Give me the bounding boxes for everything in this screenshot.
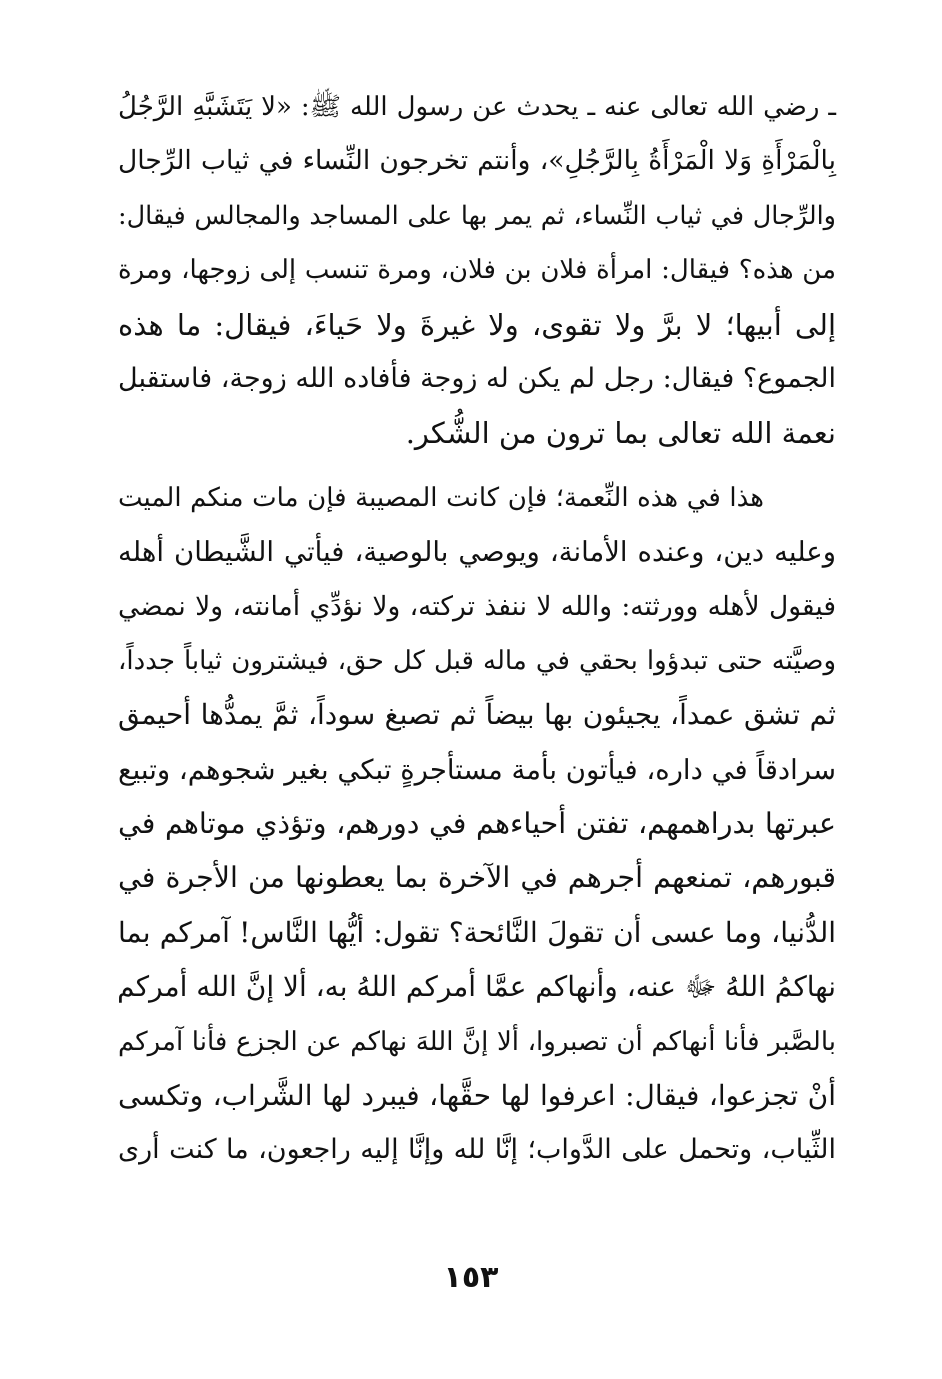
text-line: سرادقاً في داره، فيأتون بأمة مستأجرةٍ تبكي بغير شجوهم، وتبيع: [117, 753, 836, 786]
text-line: نعمة الله تعالى بما ترون من الشُّكر.: [405, 416, 836, 451]
text-line: ـ رضي الله تعالى عنه ـ يحدث عن رسول الله ﷺ: «لا يَتَشَبَّهِ الرَّجُلُ: [118, 92, 836, 122]
text-line: هذا في هذه النِّعمة؛ فإن كانت المصيبة فإن مات منكم الميت: [118, 482, 764, 513]
text-line: والرِّجال في ثياب النِّساء، ثم يمر بها على المساجد والمجالس فيقال:: [118, 200, 836, 231]
text-line: بِالْمَرْأَةِ وَلا الْمَرْأَةُ بِالرَّجُلِ»، وأنتم تخرجون النِّساء في ثياب الرِّجال: [118, 145, 836, 177]
paragraph-1: [118, 80, 836, 461]
text-line: ثم تشق عمداً، يجيئون بها بيضاً ثم تصبغ سوداً، ثمَّ يمدُّها أحيمق: [118, 698, 836, 732]
text-line: عبرتها بدراهمهم، تفتن أحياءهم في دورهم، وتؤذي موتاهم في: [118, 807, 836, 841]
text-line: بالصَّبر فأنا أنهاكم أن تصبروا، ألا إنَّ اللهَ نهاكم عن الجزع فأنا آمركم: [118, 1026, 836, 1057]
text-line: إلى أبيها؛ لا برَّ ولا تقوى، ولا غيرةَ ولا حَياءَ، فيقال: ما هذه: [118, 307, 836, 342]
page-number: ١٥٣: [443, 1260, 499, 1295]
text-line: الثِّياب، وتحمل على الدَّواب؛ إنَّا لله وإنَّا إليه راجعون، ما كنت أرى: [118, 1134, 836, 1166]
text-line: قبورهم، تمنعهم أجرهم في الآخرة بما يعطونها من الأجرة في: [118, 861, 836, 895]
text-line: من هذه؟ فيقال: امرأة فلان بن فلان، ومرة تنسب إلى زوجها، ومرة: [118, 255, 836, 286]
text-line: وعليه دين، وعنده الأمانة، ويوصي بالوصية، فيأتي الشَّيطان أهله: [118, 536, 836, 569]
text-line: الجموع؟ فيقال: رجل لم يكن له زوجة فأفاده الله زوجة، فاستقبل: [118, 362, 836, 394]
text-line: الدُّنيا، وما عسى أن تقولَ النَّائحة؟ تقول: أيُّها النَّاس! آمركم بما: [118, 915, 836, 949]
text-line: فيقول لأهله وورثته: والله لا ننفذ تركته، ولا نؤدِّي أمانته، ولا نمضي: [118, 590, 836, 622]
text-line: نهاكمُ اللهُ ﷻ عنه، وأنهاكم عمَّا أمركم اللهُ به، ألا إنَّ الله أمركم: [117, 970, 836, 1004]
text-line: أنْ تجزعوا، فيقال: اعرفوا لها حقَّها، فيبرد لها الشَّراب، وتكسى: [118, 1079, 836, 1113]
paragraph-2: [118, 471, 836, 1178]
page-text: [118, 80, 836, 1178]
text-line: وصيَّته حتى تبدؤوا بحقي في ماله قبل كل حق، فيشترون ثياباً جدداً،: [118, 645, 836, 676]
